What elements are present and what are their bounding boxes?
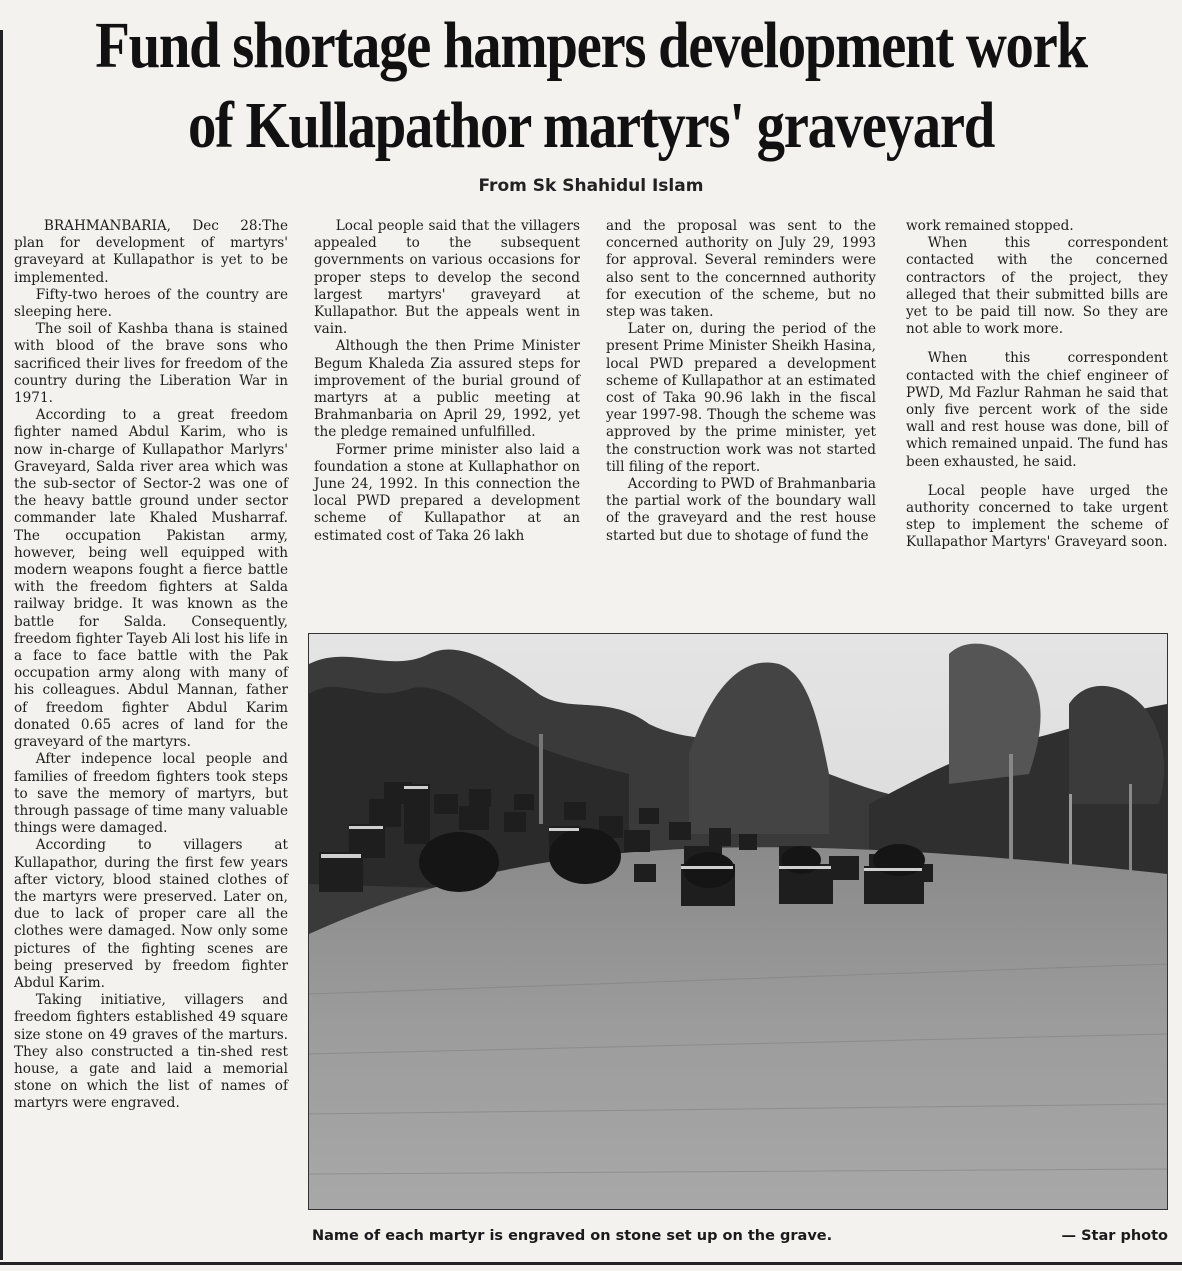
article-column-1 bbox=[14, 218, 288, 1113]
paragraph: The soil of Kashba thana is stained with blood of the brave sons who sacrificed their lives for freedom of the country during the Liberation War in 1971. bbox=[14, 321, 288, 407]
photo-credit: — Star photo bbox=[1061, 1228, 1168, 1244]
headline-line-1: Fund shortage hampers development work bbox=[95, 9, 1087, 82]
paragraph: and the proposal was sent to the concerned authority on July 29, 1993 for approval. Several reminders were also sent to the concernned authority for execution of the scheme, but no step was taken. bbox=[606, 218, 876, 321]
paragraph: BRAHMANBARIA, Dec 28:The plan for development of martyrs' graveyard at Kullapathor is yet to be implemented. bbox=[14, 218, 288, 286]
paragraph: Fifty-two heroes of the country are sleeping here. bbox=[14, 286, 288, 321]
paragraph: Although the then Prime Minister Begum Khaleda Zia assured steps for improvement of the burial ground of martyrs at a public meeting at Brahmanbaria on April 29, 1992, yet the pledge remained unfulfilled. bbox=[314, 338, 580, 441]
caption-text: Name of each martyr is engraved on stone set up on the grave. bbox=[312, 1228, 833, 1244]
headline bbox=[91, 6, 1090, 166]
paragraph: When this correspondent contacted with the chief engineer of PWD, Md Fazlur Rahman he said that only five percent work of the side wall and rest house was done, bill of which remained unpaid. The fund has been exhausted, he said. bbox=[906, 350, 1168, 470]
photo-caption bbox=[312, 1228, 1172, 1254]
byline: From Sk Shahidul Islam bbox=[478, 176, 704, 196]
bottom-rule bbox=[0, 1262, 1182, 1265]
graveyard-photo bbox=[308, 633, 1168, 1210]
paragraph: work remained stopped. bbox=[906, 218, 1074, 234]
paragraph: Local people have urged the authority concerned to take urgent step to implement the scheme of Kullapathor Martyrs' Graveyard soon. bbox=[906, 482, 1168, 551]
paragraph: Local people said that the villagers appealed to the subsequent governments on various occasions for proper steps to develop the second largest martyrs' graveyard at Kullapathor. But the appeals went in vain. bbox=[314, 218, 580, 338]
article-column-4 bbox=[906, 218, 1168, 552]
paragraph: Taking initiative, villagers and freedom fighters established 49 square size stone on 49 graves of the marturs. They also constructed a tin-shed rest house, a gate and laid a memorial stone on which the list of names of martyrs were engraved. bbox=[14, 992, 288, 1112]
paragraph: After indepence local people and families of freedom fighters took steps to save the memory of martyrs, but through passage of time many valuable things were damaged. bbox=[14, 751, 288, 837]
headline-line-2: of Kullapathor martyrs' graveyard bbox=[187, 89, 995, 162]
paragraph: According to PWD of Brahmanbaria the partial work of the boundary wall of the graveyard and the rest house started but due to shotage of fund the bbox=[606, 476, 876, 544]
article-column-2 bbox=[314, 218, 580, 545]
paragraph: According to a great freedom fighter named Abdul Karim, who is now in-charge of Kullapathor Marlyrs' Graveyard, Salda river area which was the sub-sector of Sector-2 was one of the heavy battle ground under sector commander late Khaled Musharraf. The occupation Pakistan army, however, being well equipped with modern weapons fought a fierce battle with the freedom fighters at Salda railway bridge. It was known as the battle for Salda. Consequently, freedom fighter Tayeb Ali lost his life in a face to face battle with the Pak occupation army along with many of his colleagues. Abdul Mannan, father of freedom fighter Abdul Karim donated 0.65 acres of land for the graveyard of the martyrs. bbox=[14, 407, 288, 751]
graveyard-photo-image bbox=[309, 634, 1167, 1209]
article-column-3 bbox=[606, 218, 876, 545]
paragraph: According to villagers at Kullapathor, during the first few years after victory, blood stained clothes of the martyrs were preserved. Later on, due to lack of proper care all the clothes were damaged. Now only some pictures of the fighting scenes are being preserved by freedom fighter Abdul Karim. bbox=[14, 837, 288, 991]
left-column-rule bbox=[0, 30, 3, 1260]
paragraph: Former prime minister also laid a foundation a stone at Kullaphathor on June 24, 1992. In this connection the local PWD prepared a development scheme of Kullapathor at an estimated cost of Taka 26 lakh bbox=[314, 441, 580, 544]
paragraph: Later on, during the period of the present Prime Minister Sheikh Hasina, local PWD prepared a development scheme of Kullapathor at an estimated cost of Taka 90.96 lakh in the fiscal year 1997-98. Though the scheme was approved by the prime minister, yet the construction work was not started till filing of the report. bbox=[606, 321, 876, 475]
paragraph: When this correspondent contacted with the concerned contractors of the project, they alleged that their submitted bills are yet to be paid till now. So they are not able to work more. bbox=[906, 235, 1168, 338]
